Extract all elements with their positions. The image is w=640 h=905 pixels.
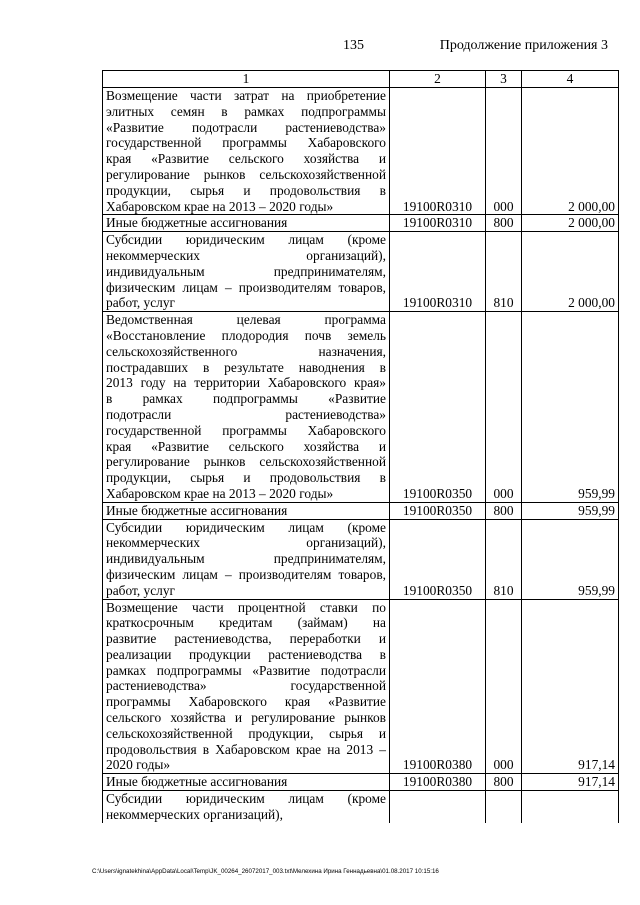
description-line: Ведомственная целевая программа <box>106 312 386 328</box>
row-target-code <box>390 791 486 823</box>
description-line: индивидуальным предпринимателям, <box>106 551 386 567</box>
row-target-code: 19100R0350 <box>390 312 486 503</box>
table-row <box>103 791 619 823</box>
row-target-code: 19100R0380 <box>390 599 486 774</box>
description-line: рамках подпрограммы «Развитие подотрасли <box>106 662 386 678</box>
description-line: государственной программы Хабаровского <box>106 135 386 151</box>
page-number: 135 <box>343 38 364 53</box>
table-row <box>103 88 619 215</box>
description-line: некоммерческих организаций), <box>106 535 386 551</box>
description-line: Субсидии юридическим лицам (кроме <box>106 519 386 535</box>
row-description <box>103 88 390 215</box>
description-line: реализации продукции растениеводства в <box>106 646 386 662</box>
footer-file-path: C:\Users\ignatekhina\AppData\Local\Temp\JK_00264_26072017_003.txt\Мелехина Ирина Геннадьевна\01.08.2017 10:15:16 <box>92 868 439 875</box>
description-line: Иные бюджетные ассигнования <box>106 774 288 790</box>
column-header: 1 <box>103 71 390 88</box>
description-line: края «Развитие сельского хозяйства и <box>106 438 386 454</box>
row-target-code: 19100R0350 <box>390 502 486 519</box>
description-line: работ, услуг <box>106 582 176 598</box>
table-row <box>103 232 619 312</box>
row-description <box>103 312 390 503</box>
description-line: развитие растениеводства, переработки и <box>106 631 386 647</box>
description-line: Хабаровском крае на 2013 – 2020 годы» <box>106 198 334 214</box>
row-amount: 2 000,00 <box>522 215 619 232</box>
row-amount: 917,14 <box>522 774 619 791</box>
description-line: сельского хозяйства и регулирование рынков <box>106 710 386 726</box>
row-expense-type: 000 <box>486 88 522 215</box>
budget-table <box>102 70 619 823</box>
table-row <box>103 312 619 503</box>
description-line: «Развитие подотрасли растениеводства» <box>106 119 386 135</box>
description-line: Возмещение части затрат на приобретение <box>106 88 386 103</box>
row-description <box>103 599 390 774</box>
description-line: сельскохозяйственной продукции, сырья и <box>106 725 386 741</box>
row-description <box>103 232 390 312</box>
description-line: некоммерческих организаций), <box>106 247 386 263</box>
description-line: растениеводства» государственной <box>106 678 386 694</box>
row-amount: 959,99 <box>522 519 619 599</box>
row-description <box>103 519 390 599</box>
description-line: края «Развитие сельского хозяйства и <box>106 151 386 167</box>
description-line: Субсидии юридическим лицам (кроме <box>106 791 386 807</box>
row-amount: 2 000,00 <box>522 232 619 312</box>
description-line: физическим лицам – производителям товаров, <box>106 279 386 295</box>
description-line: элитных семян в рамках подпрограммы <box>106 103 386 119</box>
table-row <box>103 774 619 791</box>
row-amount: 2 000,00 <box>522 88 619 215</box>
description-line: продукции, сырья и продовольствия в <box>106 182 386 198</box>
row-target-code: 19100R0350 <box>390 519 486 599</box>
table-row <box>103 599 619 774</box>
column-header: 4 <box>522 71 619 88</box>
description-line: Возмещение части процентной ставки по <box>106 599 386 615</box>
table-row <box>103 502 619 519</box>
column-header: 2 <box>390 71 486 88</box>
row-expense-type: 800 <box>486 215 522 232</box>
row-amount: 959,99 <box>522 312 619 503</box>
description-line: индивидуальным предпринимателям, <box>106 263 386 279</box>
description-line: работ, услуг <box>106 295 176 311</box>
description-line: государственной программы Хабаровского <box>106 422 386 438</box>
table-header-row <box>103 71 619 88</box>
row-description <box>103 791 390 823</box>
row-expense-type: 800 <box>486 774 522 791</box>
description-line: сельскохозяйственного назначения, <box>106 343 386 359</box>
description-line: «Восстановление плодородия почв земель <box>106 327 386 343</box>
description-line: пострадавших в результате наводнения в <box>106 359 386 375</box>
row-target-code: 19100R0310 <box>390 232 486 312</box>
row-expense-type: 000 <box>486 599 522 774</box>
row-amount: 917,14 <box>522 599 619 774</box>
description-line: подотрасли растениеводства» <box>106 406 386 422</box>
description-line: физическим лицам – производителям товаров, <box>106 566 386 582</box>
column-header: 3 <box>486 71 522 88</box>
row-expense-type: 800 <box>486 502 522 519</box>
description-line: регулирование рынков сельскохозяйственной <box>106 166 386 182</box>
row-expense-type <box>486 791 522 823</box>
row-target-code: 19100R0310 <box>390 215 486 232</box>
row-description <box>103 502 390 519</box>
description-line: некоммерческих организаций), <box>106 806 283 822</box>
description-line: продовольствия в Хабаровском крае на 2013 – <box>106 741 386 757</box>
row-amount <box>522 791 619 823</box>
description-line: краткосрочным кредитам (займам) на <box>106 615 386 631</box>
description-line: Иные бюджетные ассигнования <box>106 502 288 518</box>
row-expense-type: 810 <box>486 232 522 312</box>
description-line: регулирование рынков сельскохозяйственной <box>106 454 386 470</box>
row-description <box>103 774 390 791</box>
row-description <box>103 215 390 232</box>
description-line: Субсидии юридическим лицам (кроме <box>106 232 386 248</box>
description-line: Иные бюджетные ассигнования <box>106 215 288 231</box>
row-amount: 959,99 <box>522 502 619 519</box>
description-line: в рамках подпрограммы «Развитие <box>106 391 386 407</box>
table-row <box>103 519 619 599</box>
row-expense-type: 000 <box>486 312 522 503</box>
row-target-code: 19100R0310 <box>390 88 486 215</box>
table-row <box>103 215 619 232</box>
description-line: 2013 году на территории Хабаровского края» <box>106 375 386 391</box>
row-expense-type: 810 <box>486 519 522 599</box>
description-line: Хабаровском крае на 2013 – 2020 годы» <box>106 485 334 501</box>
description-line: 2020 годы» <box>106 757 171 773</box>
description-line: программы Хабаровского края «Развитие <box>106 694 386 710</box>
row-target-code: 19100R0380 <box>390 774 486 791</box>
description-line: продукции, сырья и продовольствия в <box>106 470 386 486</box>
continuation-label: Продолжение приложения 3 <box>439 38 608 53</box>
